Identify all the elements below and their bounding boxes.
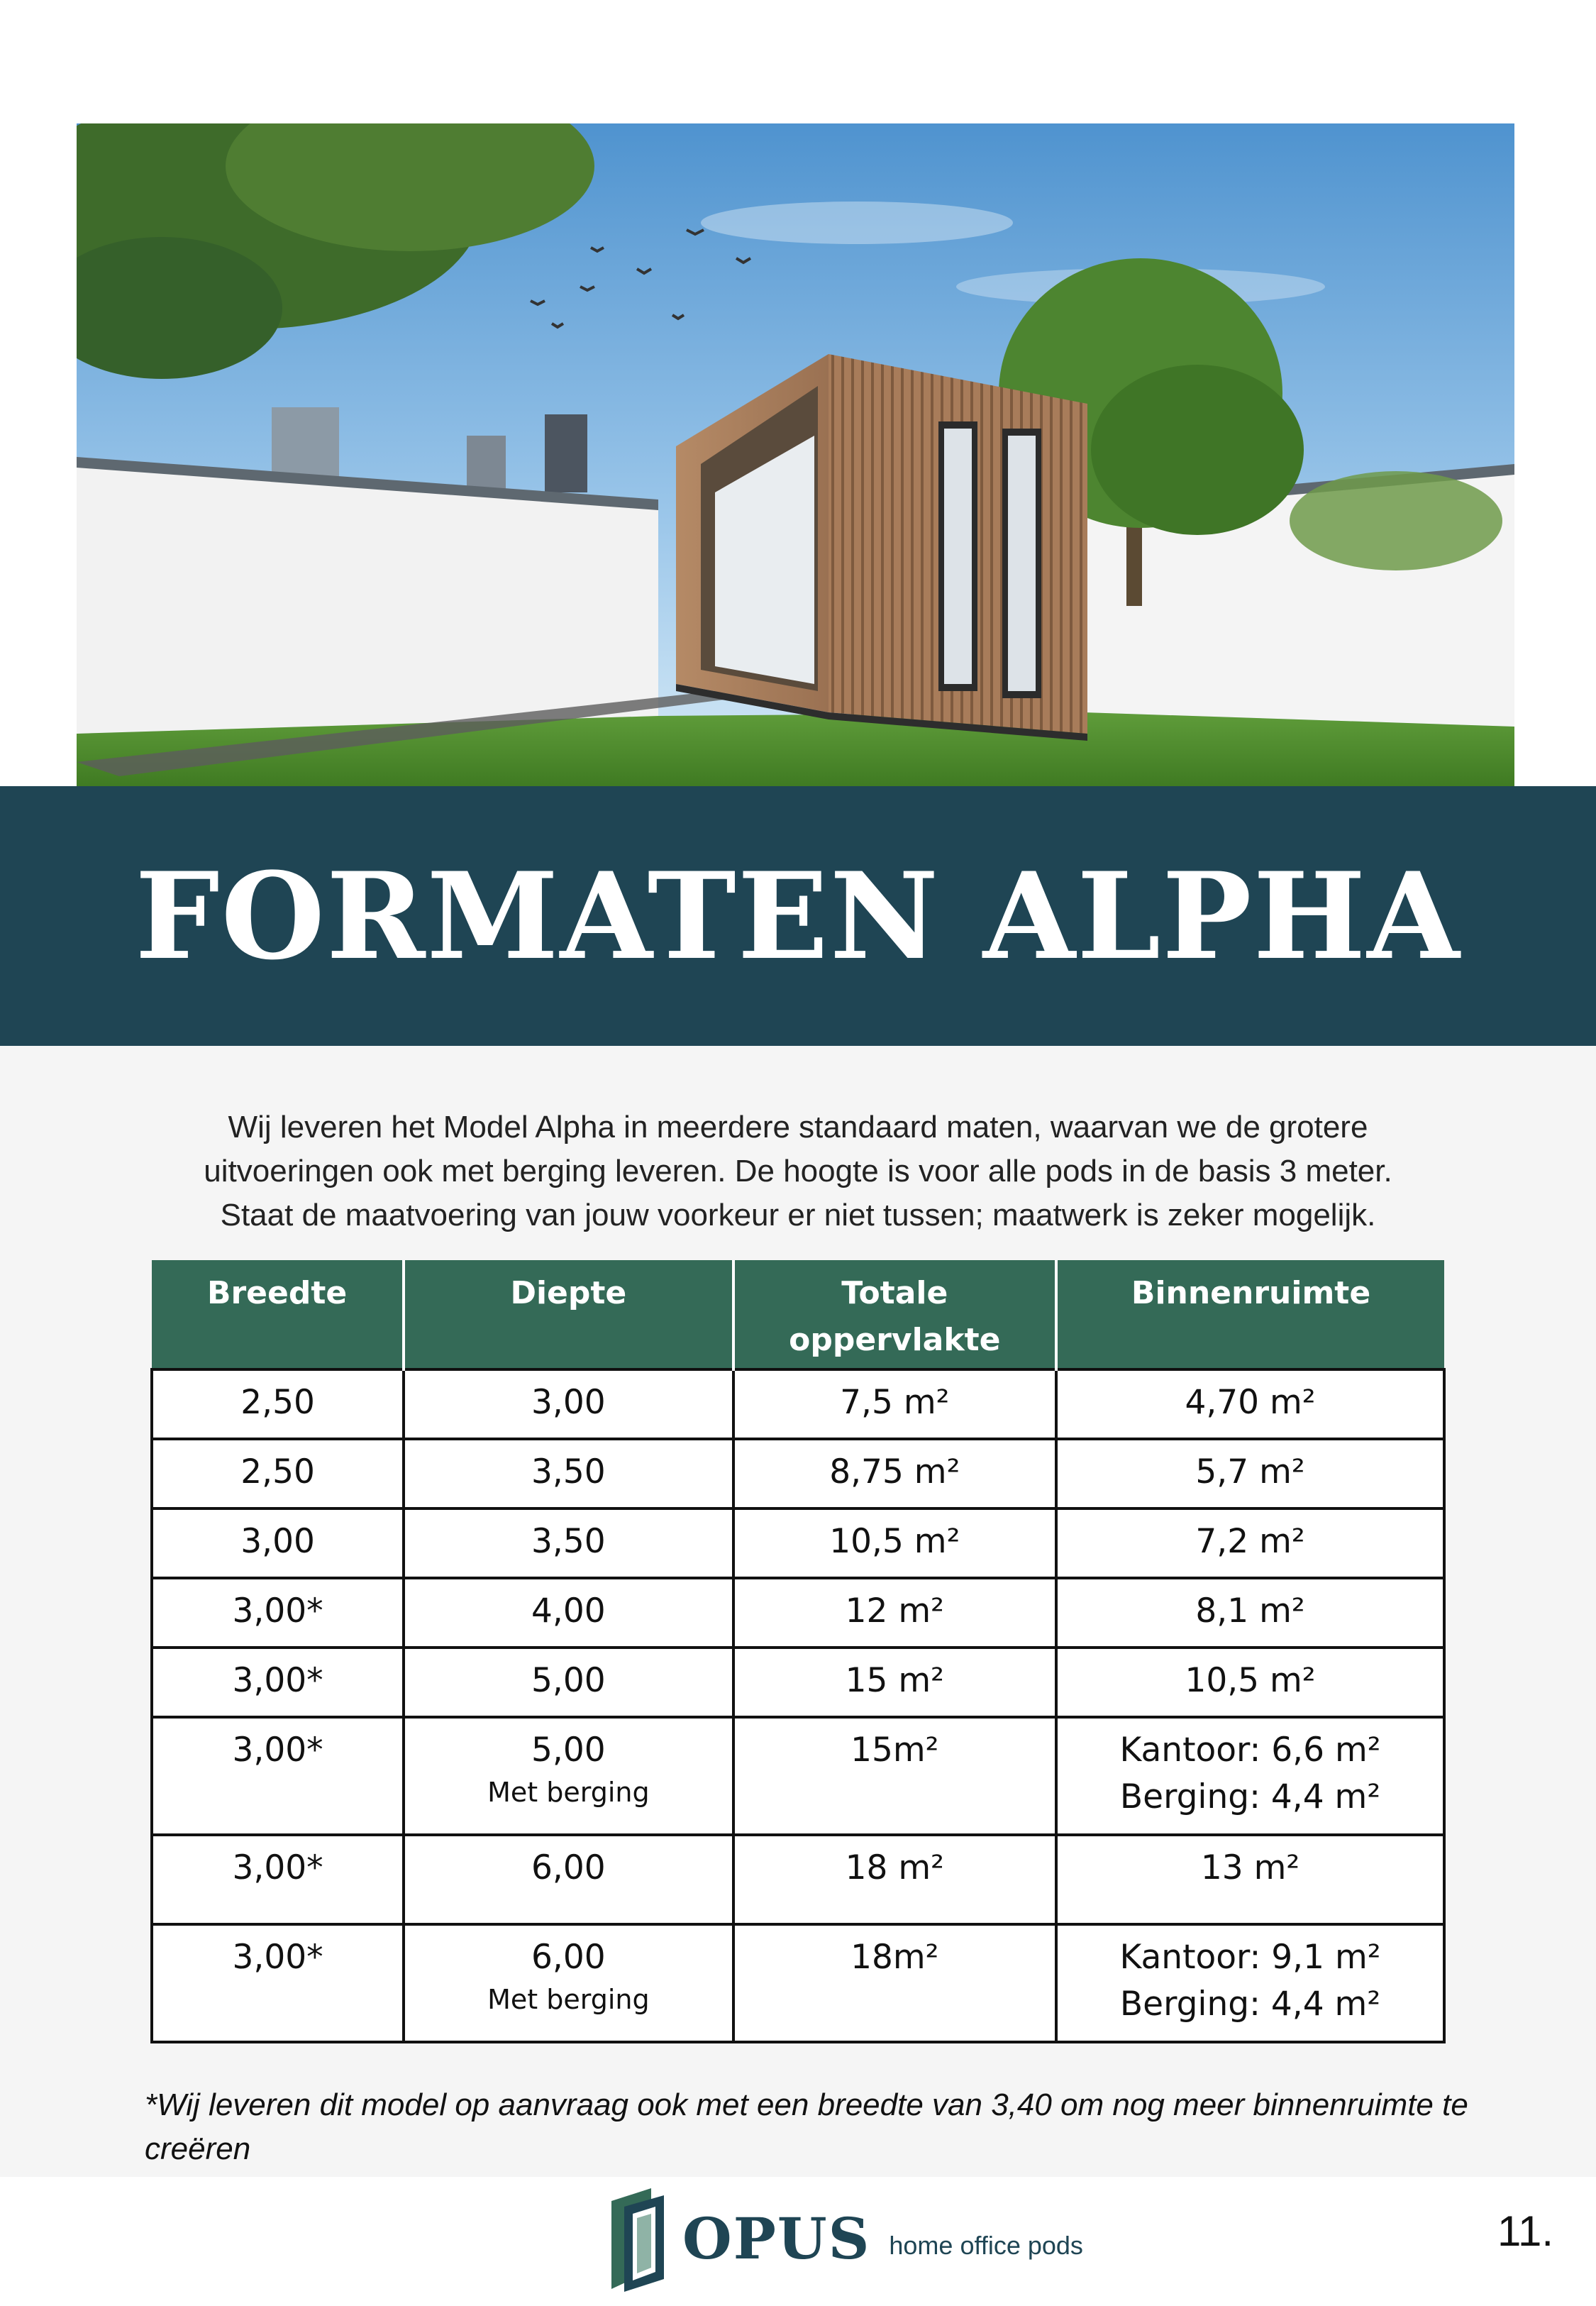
logo-tagline: home office pods [889,2231,1083,2260]
table-row [152,1508,1444,1578]
cell-breedte: 2,50 [152,1369,404,1439]
content-area [0,1046,1596,2177]
cell-binnen [1056,1717,1444,1835]
cell-diepte: 5,00 [404,1648,733,1717]
table-row [152,1369,1444,1439]
cell-totaal: 12 m² [733,1578,1057,1648]
diepte-value: 5,00 [531,1731,606,1770]
cell-breedte: 3,00* [152,1648,404,1717]
hero-image [77,123,1514,787]
table-row [152,1578,1444,1648]
cell-binnen: 10,5 m² [1056,1648,1444,1717]
cell-totaal: 15m² [733,1717,1057,1835]
table-row [152,1648,1444,1717]
header-binnenruimte: Binnenruimte [1056,1260,1444,1369]
binnen-kantoor: Kantoor: 6,6 m² [1119,1731,1381,1770]
opus-logo-icon [609,2185,667,2292]
cell-totaal: 10,5 m² [733,1508,1057,1578]
intro-line: Wij leveren het Model Alpha in meerdere standaard maten, waarvan we de grotere [228,1110,1368,1144]
cell-breedte: 3,00* [152,1835,404,1924]
cell-breedte: 2,50 [152,1439,404,1508]
binnen-kantoor: Kantoor: 9,1 m² [1119,1938,1381,1977]
footnote: *Wij leveren dit model op aanvraag ook met een breedte van 3,40 om nog meer binnenruimte te creëren [145,2087,1468,2166]
cell-totaal: 15 m² [733,1648,1057,1717]
cell-totaal: 8,75 m² [733,1439,1057,1508]
cell-diepte: 4,00 [404,1578,733,1648]
diepte-note: Met berging [487,1984,650,2015]
table-row [152,1924,1444,2042]
cell-binnen: 8,1 m² [1056,1578,1444,1648]
cell-binnen: 4,70 m² [1056,1369,1444,1439]
garden-pod-illustration [77,123,1514,787]
cell-diepte: 3,50 [404,1439,733,1508]
logo-text: OPUS [682,2205,871,2272]
header-diepte: Diepte [404,1260,733,1369]
title-band [0,786,1596,1046]
intro-line: uitvoeringen ook met berging leveren. De hoogte is voor alle pods in de basis 3 meter. [204,1154,1392,1188]
cell-breedte: 3,00* [152,1578,404,1648]
cell-totaal: 7,5 m² [733,1369,1057,1439]
diepte-note: Met berging [487,1777,650,1808]
intro-paragraph [106,1105,1490,1237]
table-row [152,1835,1444,1924]
cell-binnen: 5,7 m² [1056,1439,1444,1508]
intro-line: Staat de maatvoering van jouw voorkeur er niet tussen; maatwerk is zeker mogelijk. [220,1198,1376,1232]
table-row [152,1717,1444,1835]
cell-totaal: 18 m² [733,1835,1057,1924]
header-totale-oppervlakte: Totale oppervlakte [733,1260,1057,1369]
page-number: 11. [1497,2207,1553,2255]
cell-totaal: 18m² [733,1924,1057,2042]
cell-breedte: 3,00* [152,1924,404,2042]
cell-diepte [404,1717,733,1835]
diepte-value: 6,00 [531,1938,606,1977]
cell-diepte: 6,00 [404,1835,733,1924]
sizes-table [150,1260,1446,2043]
footer [0,2177,1596,2306]
cell-diepte [404,1924,733,2042]
cell-breedte: 3,00* [152,1717,404,1835]
cell-binnen: 7,2 m² [1056,1508,1444,1578]
table-row [152,1439,1444,1508]
cell-binnen [1056,1924,1444,2042]
cell-binnen: 13 m² [1056,1835,1444,1924]
cell-diepte: 3,00 [404,1369,733,1439]
cell-breedte: 3,00 [152,1508,404,1578]
binnen-berging: Berging: 4,4 m² [1119,1985,1381,2024]
binnen-berging: Berging: 4,4 m² [1119,1777,1381,1816]
opus-logo [609,2185,1083,2292]
table-header-row [152,1260,1444,1369]
header-breedte: Breedte [152,1260,404,1369]
cell-diepte: 3,50 [404,1508,733,1578]
page-title: FORMATEN ALPHA [135,846,1461,986]
